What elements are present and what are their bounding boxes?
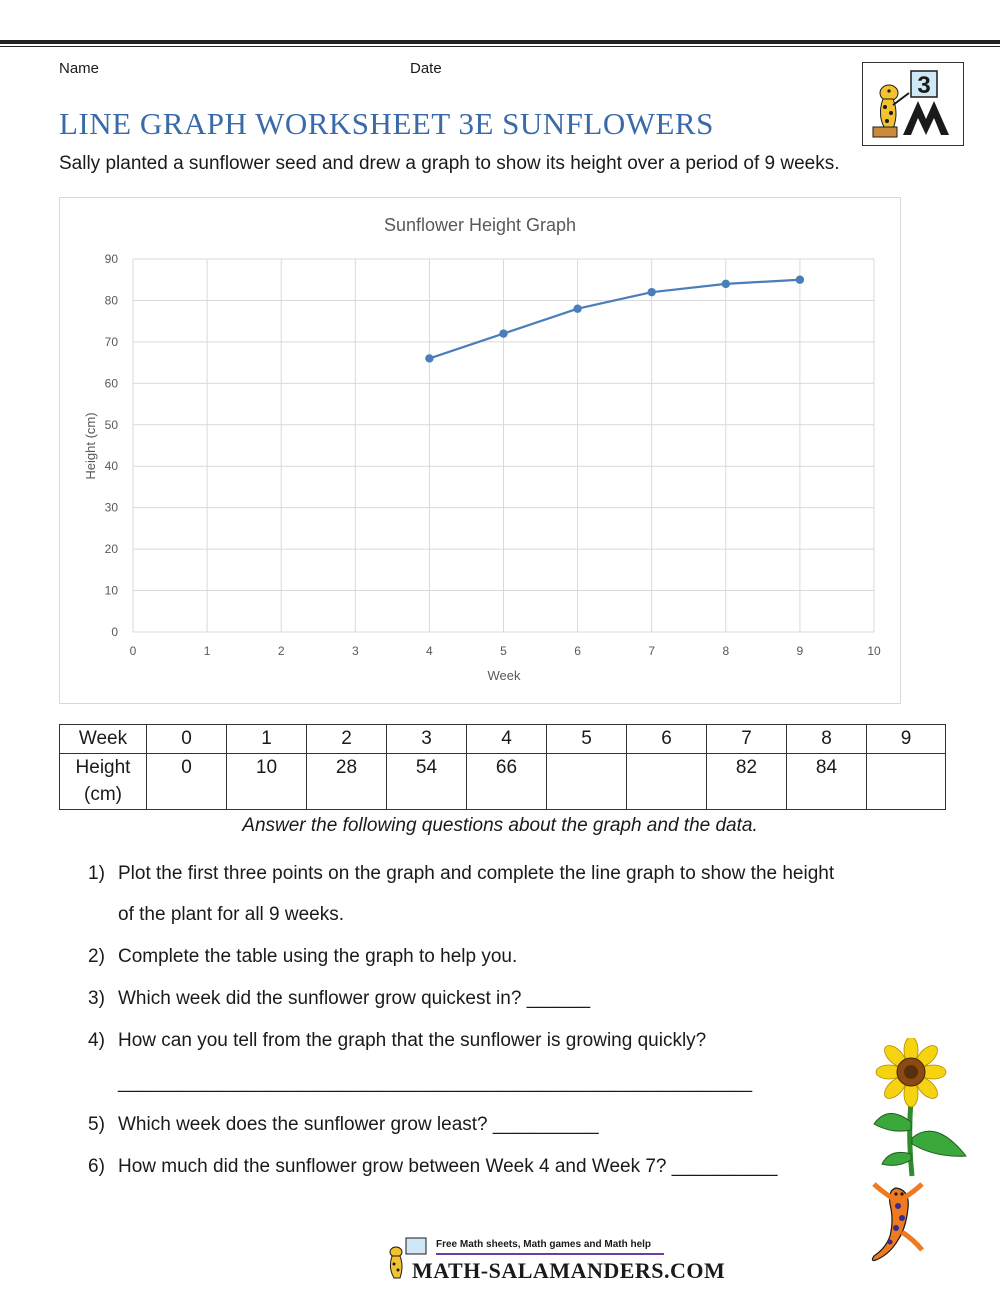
- data-point: [796, 276, 804, 284]
- x-tick-label: 0: [129, 644, 137, 658]
- table-cell-height: 84: [787, 754, 867, 810]
- data-point: [499, 329, 507, 337]
- table-cell-height-blank[interactable]: [627, 754, 707, 810]
- table-header-height-line2: (cm): [84, 784, 122, 805]
- instruction-text: Answer the following questions about the graph and the data.: [242, 815, 758, 836]
- table-cell-week: 6: [627, 725, 707, 754]
- question-5-text[interactable]: Which week does the sunflower grow least? __________: [118, 1114, 599, 1135]
- table-cell-week: 5: [547, 725, 627, 754]
- question-4-answer-line[interactable]: ____________________________________________________________: [118, 1072, 753, 1093]
- x-tick-label: 10: [867, 644, 881, 658]
- question-number: 3): [88, 988, 105, 1009]
- line-chart: [59, 197, 901, 704]
- table-cell-week: 0: [147, 725, 227, 754]
- table-cell-height: 54: [387, 754, 467, 810]
- y-tick-label: 30: [104, 500, 118, 515]
- salamander-teacher-logo: [863, 63, 963, 145]
- table-cell-week: 3: [387, 725, 467, 754]
- question-4-text: How can you tell from the graph that the sunflower is growing quickly?: [118, 1030, 707, 1051]
- y-tick-label: 80: [104, 293, 118, 308]
- question-3: [88, 988, 105, 1010]
- table-cell-week: 8: [787, 725, 867, 754]
- question-2-text: Complete the table using the graph to help you.: [118, 946, 518, 967]
- table-cell-height: 28: [307, 754, 387, 810]
- y-tick-label: 10: [104, 583, 118, 598]
- question-1: [88, 863, 105, 885]
- question-number: 5): [88, 1114, 105, 1135]
- question-number: 1): [88, 863, 105, 884]
- table-cell-height-blank[interactable]: [867, 754, 946, 810]
- question-6: [88, 1156, 105, 1178]
- table-cell-week: 9: [867, 725, 946, 754]
- data-point: [573, 305, 581, 313]
- name-label: Name: [59, 60, 100, 77]
- page-title: LINE GRAPH WORKSHEET 3E SUNFLOWERS: [59, 106, 714, 141]
- intro-text: Sally planted a sunflower seed and drew a graph to show its height over a period of 9 weeks.: [59, 153, 840, 174]
- question-1-text: Plot the first three points on the graph and complete the line graph to show the height: [118, 863, 835, 884]
- table-row-height: [60, 754, 946, 810]
- question-number: 2): [88, 946, 105, 967]
- x-tick-label: 3: [351, 644, 359, 658]
- data-point: [425, 354, 433, 362]
- table-row-week: [60, 725, 946, 754]
- x-tick-label: 2: [277, 644, 285, 658]
- x-tick-label: 6: [574, 644, 581, 658]
- question-3-text[interactable]: Which week did the sunflower grow quickest in? ______: [118, 988, 591, 1009]
- table-header-height: [60, 754, 147, 810]
- table-header-week: Week: [60, 725, 147, 754]
- chart-canvas: [60, 198, 900, 703]
- y-tick-label: 60: [104, 376, 118, 391]
- table-cell-week: 7: [707, 725, 787, 754]
- logo-number: 3: [917, 72, 931, 99]
- y-tick-label: 90: [104, 252, 118, 266]
- salamander-icon: [866, 1180, 930, 1266]
- series-line: [429, 280, 800, 359]
- sunflower-icon: [866, 1038, 976, 1178]
- table-cell-height: 66: [467, 754, 547, 810]
- question-5: [88, 1114, 105, 1136]
- date-label: Date: [410, 60, 442, 77]
- footer-underline: [436, 1253, 664, 1255]
- y-tick-label: 40: [104, 459, 118, 474]
- chart-title: Sunflower Height Graph: [383, 215, 577, 235]
- footer-site-link[interactable]: MATH-SALAMANDERS.COM: [412, 1258, 726, 1283]
- x-tick-label: 8: [722, 644, 730, 658]
- y-tick-label: 70: [104, 334, 118, 349]
- table-cell-height: 82: [707, 754, 787, 810]
- table-cell-week: 2: [307, 725, 387, 754]
- table-header-height-line1: Height: [75, 757, 131, 778]
- top-rule-thin: [0, 46, 1000, 47]
- data-point: [648, 288, 656, 296]
- y-tick-label: 20: [104, 542, 118, 557]
- question-6-text[interactable]: How much did the sunflower grow between Week 4 and Week 7? __________: [118, 1156, 778, 1177]
- y-axis-title: Height (cm): [83, 412, 98, 480]
- question-4: [88, 1030, 105, 1052]
- x-tick-label: 9: [796, 644, 804, 658]
- x-tick-label: 7: [648, 644, 656, 658]
- question-1-text-cont: of the plant for all 9 weeks.: [118, 904, 345, 925]
- question-number: 4): [88, 1030, 105, 1051]
- table-cell-week: 4: [467, 725, 547, 754]
- question-2: [88, 946, 105, 968]
- top-rule-thick: [0, 40, 1000, 44]
- x-tick-label: 5: [500, 644, 507, 658]
- y-tick-label: 50: [104, 417, 118, 432]
- x-axis-title: Week: [487, 668, 521, 683]
- table-cell-height: 0: [147, 754, 227, 810]
- table-cell-week: 1: [227, 725, 307, 754]
- grade-logo: [862, 62, 964, 146]
- table-cell-height: 10: [227, 754, 307, 810]
- y-tick-label: 0: [111, 625, 118, 639]
- data-point: [722, 280, 730, 288]
- question-number: 6): [88, 1156, 105, 1177]
- table-cell-height-blank[interactable]: [547, 754, 627, 810]
- x-tick-label: 4: [426, 644, 433, 658]
- x-tick-label: 1: [203, 644, 211, 658]
- footer-tagline: Free Math sheets, Math games and Math help: [436, 1239, 652, 1250]
- data-table: [59, 724, 946, 810]
